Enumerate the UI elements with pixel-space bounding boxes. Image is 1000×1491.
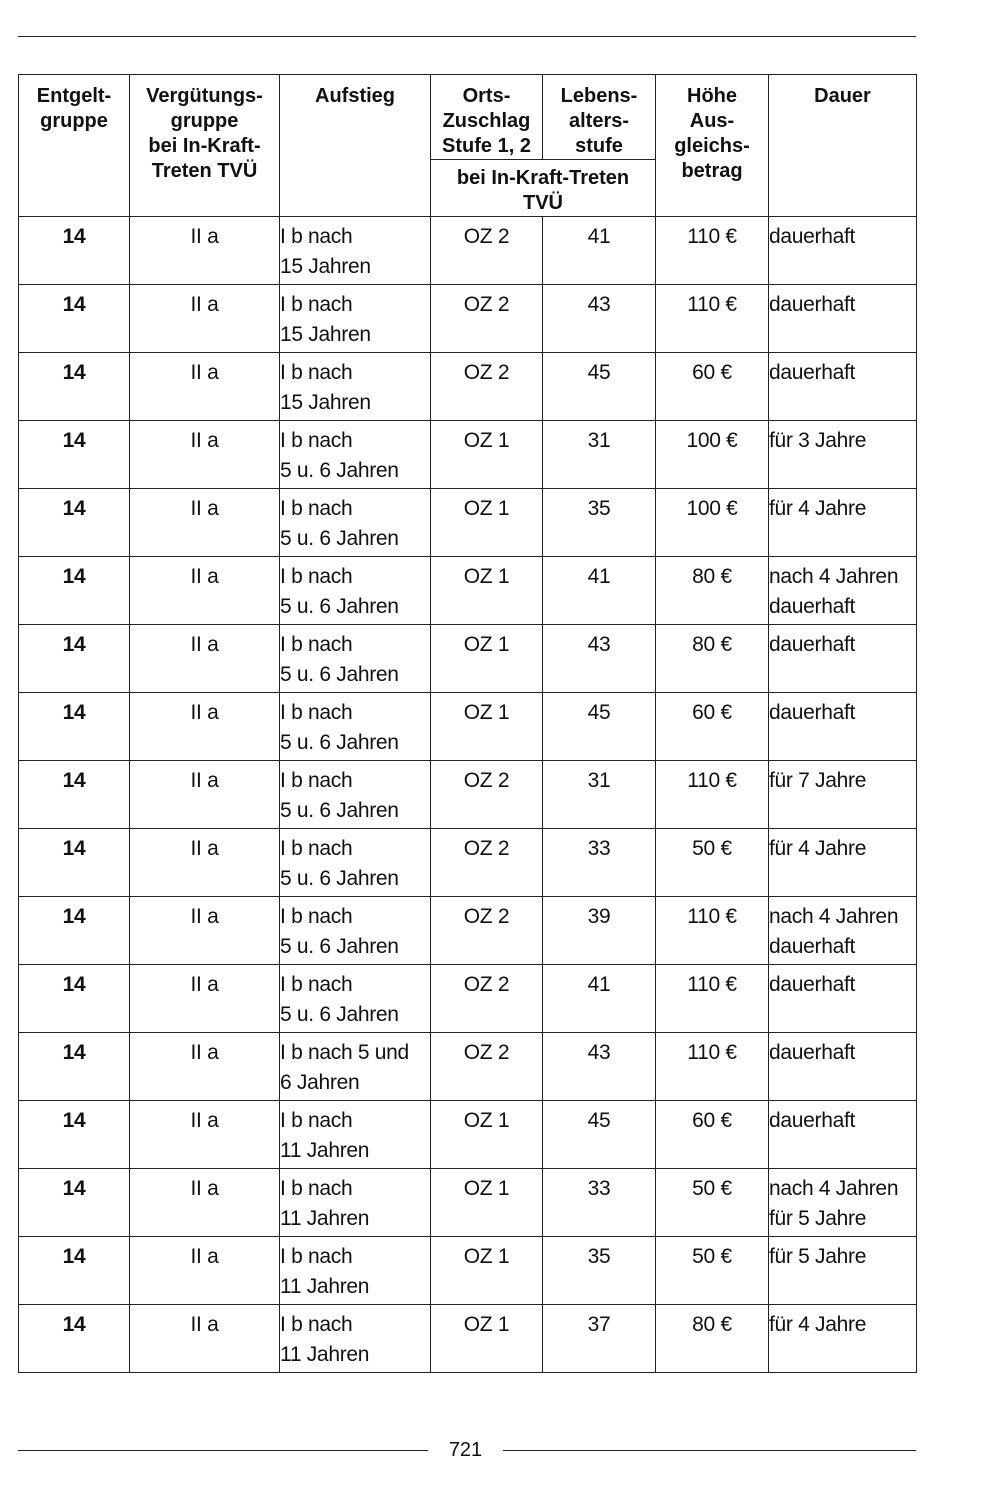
cell-ausgleichsbetrag: 60 € [656,353,769,421]
cell-aufstieg-line: 5 u. 6 Jahren [280,595,399,618]
cell-aufstieg-line: 15 Jahren [280,391,371,414]
table-row [19,1305,917,1373]
cell-entgeltgruppe: 14 [19,217,130,285]
table-row [19,1237,917,1305]
cell-dauer [769,217,917,285]
cell-lebensaltersstufe: 41 [543,557,656,625]
table-row [19,625,917,693]
cell-dauer-line: dauerhaft [769,633,856,656]
cell-ortszuschlag: OZ 1 [431,1101,543,1169]
cell-dauer-line: für 5 Jahre [769,1245,867,1268]
transition-table [18,74,917,1373]
table-row [19,829,917,897]
cell-dauer-line: nach 4 Jahren [769,1177,899,1200]
table-row [19,557,917,625]
header-hoehe-ausgleichsbetrag: Höhe Aus- gleichs- betrag [656,75,769,217]
table-row [19,285,917,353]
cell-aufstieg [280,965,431,1033]
cell-dauer-line: nach 4 Jahren [769,905,899,928]
cell-ausgleichsbetrag: 80 € [656,625,769,693]
cell-dauer [769,761,917,829]
table-row [19,217,917,285]
table-header [19,75,917,217]
cell-ausgleichsbetrag: 110 € [656,897,769,965]
cell-aufstieg-line: 11 Jahren [280,1207,370,1230]
table-row [19,353,917,421]
header-span-bei-in-kraft-treten: bei In-Kraft-Treten TVÜ [431,160,656,217]
cell-aufstieg-line: I b nach 5 und [280,1041,409,1064]
cell-ausgleichsbetrag: 110 € [656,285,769,353]
table-row [19,1033,917,1101]
cell-aufstieg [280,421,431,489]
cell-dauer-line: für 4 Jahre [769,837,867,860]
cell-dauer-line: dauerhaft [769,701,856,724]
cell-dauer [769,1305,917,1373]
header-entgeltgruppe: Entgelt- gruppe [19,75,130,217]
cell-aufstieg [280,1101,431,1169]
cell-aufstieg-line: 15 Jahren [280,255,371,278]
cell-dauer [769,285,917,353]
table-row [19,1169,917,1237]
cell-entgeltgruppe: 14 [19,1169,130,1237]
cell-dauer-line: für 4 Jahre [769,1313,867,1336]
cell-aufstieg [280,217,431,285]
cell-ortszuschlag: OZ 1 [431,1237,543,1305]
cell-ortszuschlag: OZ 2 [431,965,543,1033]
cell-dauer [769,829,917,897]
cell-dauer [769,353,917,421]
cell-aufstieg-line: 5 u. 6 Jahren [280,459,399,482]
cell-dauer [769,897,917,965]
cell-lebensaltersstufe: 41 [543,217,656,285]
cell-entgeltgruppe: 14 [19,965,130,1033]
cell-entgeltgruppe: 14 [19,693,130,761]
cell-entgeltgruppe: 14 [19,625,130,693]
top-rule [18,36,916,37]
table-row [19,965,917,1033]
table-row [19,761,917,829]
cell-verguetungsgruppe: II a [130,761,280,829]
cell-verguetungsgruppe: II a [130,693,280,761]
cell-lebensaltersstufe: 45 [543,1101,656,1169]
cell-ausgleichsbetrag: 60 € [656,1101,769,1169]
cell-ortszuschlag: OZ 1 [431,693,543,761]
cell-ausgleichsbetrag: 110 € [656,965,769,1033]
cell-aufstieg-line: 5 u. 6 Jahren [280,663,399,686]
cell-aufstieg [280,897,431,965]
cell-entgeltgruppe: 14 [19,1033,130,1101]
cell-ausgleichsbetrag: 50 € [656,1169,769,1237]
cell-entgeltgruppe: 14 [19,557,130,625]
cell-lebensaltersstufe: 45 [543,353,656,421]
cell-dauer-line: für 4 Jahre [769,497,867,520]
cell-verguetungsgruppe: II a [130,625,280,693]
cell-ausgleichsbetrag: 80 € [656,557,769,625]
cell-aufstieg [280,625,431,693]
cell-aufstieg-line: I b nach [280,633,353,656]
cell-aufstieg-line: I b nach [280,225,353,248]
cell-aufstieg [280,1169,431,1237]
cell-ortszuschlag: OZ 1 [431,625,543,693]
header-verguetungsgruppe: Vergütungs- gruppe bei In-Kraft- Treten TVÜ [130,75,280,217]
cell-aufstieg-line: 11 Jahren [280,1139,370,1162]
cell-entgeltgruppe: 14 [19,353,130,421]
cell-aufstieg [280,1237,431,1305]
cell-aufstieg-line: 5 u. 6 Jahren [280,1003,399,1026]
cell-dauer [769,557,917,625]
cell-aufstieg [280,353,431,421]
page-number: 721 [448,1439,483,1461]
cell-entgeltgruppe: 14 [19,1305,130,1373]
cell-dauer-line: dauerhaft [769,935,856,958]
cell-aufstieg-line: I b nach [280,1245,353,1268]
cell-dauer [769,421,917,489]
cell-lebensaltersstufe: 41 [543,965,656,1033]
cell-aufstieg-line: I b nach [280,1313,353,1336]
footer-rule-left [18,1450,428,1451]
cell-dauer-line: dauerhaft [769,225,856,248]
header-aufstieg: Aufstieg [280,75,431,217]
cell-aufstieg [280,761,431,829]
cell-lebensaltersstufe: 43 [543,285,656,353]
cell-ortszuschlag: OZ 2 [431,1033,543,1101]
cell-aufstieg-line: 11 Jahren [280,1275,370,1298]
cell-aufstieg [280,557,431,625]
cell-ortszuschlag: OZ 2 [431,897,543,965]
cell-dauer [769,1237,917,1305]
cell-ausgleichsbetrag: 50 € [656,1237,769,1305]
cell-dauer-line: dauerhaft [769,1109,856,1132]
cell-aufstieg-line: I b nach [280,701,353,724]
cell-aufstieg-line: I b nach [280,837,353,860]
cell-dauer-line: dauerhaft [769,595,856,618]
cell-entgeltgruppe: 14 [19,285,130,353]
cell-aufstieg-line: I b nach [280,1177,353,1200]
cell-aufstieg [280,489,431,557]
cell-ausgleichsbetrag: 80 € [656,1305,769,1373]
cell-verguetungsgruppe: II a [130,1169,280,1237]
cell-aufstieg-line: 5 u. 6 Jahren [280,731,399,754]
cell-ortszuschlag: OZ 1 [431,421,543,489]
cell-aufstieg-line: 11 Jahren [280,1343,370,1366]
cell-dauer-line: dauerhaft [769,293,856,316]
cell-lebensaltersstufe: 35 [543,1237,656,1305]
cell-entgeltgruppe: 14 [19,829,130,897]
cell-aufstieg [280,1305,431,1373]
cell-verguetungsgruppe: II a [130,829,280,897]
cell-verguetungsgruppe: II a [130,1237,280,1305]
cell-dauer [769,693,917,761]
cell-verguetungsgruppe: II a [130,285,280,353]
cell-ausgleichsbetrag: 50 € [656,829,769,897]
table-row [19,1101,917,1169]
cell-verguetungsgruppe: II a [130,489,280,557]
cell-aufstieg [280,829,431,897]
cell-aufstieg-line: I b nach [280,905,353,928]
cell-dauer [769,1101,917,1169]
cell-dauer-line: für 5 Jahre [769,1207,867,1230]
cell-aufstieg-line: I b nach [280,497,353,520]
cell-lebensaltersstufe: 31 [543,761,656,829]
cell-ausgleichsbetrag: 60 € [656,693,769,761]
cell-ausgleichsbetrag: 110 € [656,217,769,285]
cell-dauer [769,489,917,557]
cell-dauer-line: für 7 Jahre [769,769,867,792]
cell-ausgleichsbetrag: 110 € [656,1033,769,1101]
cell-aufstieg-line: I b nach [280,1109,353,1132]
cell-verguetungsgruppe: II a [130,1033,280,1101]
page-footer [18,1437,916,1463]
cell-aufstieg-line: 15 Jahren [280,323,371,346]
cell-verguetungsgruppe: II a [130,557,280,625]
header-lebensaltersstufe: Lebens- alters- stufe [543,75,656,160]
cell-dauer-line: dauerhaft [769,1041,856,1064]
cell-aufstieg-line: 6 Jahren [280,1071,360,1094]
cell-verguetungsgruppe: II a [130,217,280,285]
table-row [19,489,917,557]
table-row [19,693,917,761]
cell-entgeltgruppe: 14 [19,1101,130,1169]
table-row [19,421,917,489]
cell-aufstieg-line: 5 u. 6 Jahren [280,527,399,550]
cell-aufstieg-line: I b nach [280,769,353,792]
cell-ausgleichsbetrag: 110 € [656,761,769,829]
cell-dauer [769,965,917,1033]
cell-dauer-line: dauerhaft [769,973,856,996]
cell-entgeltgruppe: 14 [19,1237,130,1305]
cell-ortszuschlag: OZ 2 [431,285,543,353]
cell-lebensaltersstufe: 37 [543,1305,656,1373]
cell-ortszuschlag: OZ 2 [431,829,543,897]
cell-aufstieg-line: I b nach [280,973,353,996]
cell-ortszuschlag: OZ 1 [431,1169,543,1237]
cell-dauer-line: nach 4 Jahren [769,565,899,588]
cell-lebensaltersstufe: 35 [543,489,656,557]
cell-ausgleichsbetrag: 100 € [656,489,769,557]
cell-verguetungsgruppe: II a [130,1101,280,1169]
cell-dauer-line: dauerhaft [769,361,856,384]
cell-aufstieg-line: I b nach [280,429,353,452]
cell-aufstieg [280,1033,431,1101]
cell-ortszuschlag: OZ 2 [431,217,543,285]
cell-verguetungsgruppe: II a [130,353,280,421]
cell-aufstieg [280,693,431,761]
cell-lebensaltersstufe: 33 [543,1169,656,1237]
table-row [19,897,917,965]
cell-dauer [769,625,917,693]
header-ortszuschlag: Orts- Zuschlag Stufe 1, 2 [431,75,543,160]
cell-entgeltgruppe: 14 [19,489,130,557]
cell-dauer [769,1169,917,1237]
cell-aufstieg [280,285,431,353]
cell-aufstieg-line: I b nach [280,361,353,384]
cell-lebensaltersstufe: 45 [543,693,656,761]
cell-entgeltgruppe: 14 [19,421,130,489]
cell-dauer-line: für 3 Jahre [769,429,867,452]
cell-verguetungsgruppe: II a [130,1305,280,1373]
cell-lebensaltersstufe: 39 [543,897,656,965]
cell-verguetungsgruppe: II a [130,897,280,965]
cell-ortszuschlag: OZ 1 [431,1305,543,1373]
cell-ausgleichsbetrag: 100 € [656,421,769,489]
cell-dauer [769,1033,917,1101]
cell-aufstieg-line: 5 u. 6 Jahren [280,867,399,890]
cell-lebensaltersstufe: 43 [543,625,656,693]
cell-aufstieg-line: I b nach [280,293,353,316]
cell-lebensaltersstufe: 43 [543,1033,656,1101]
cell-lebensaltersstufe: 31 [543,421,656,489]
cell-entgeltgruppe: 14 [19,761,130,829]
table-body [19,217,917,1373]
cell-aufstieg-line: 5 u. 6 Jahren [280,935,399,958]
cell-ortszuschlag: OZ 1 [431,557,543,625]
cell-ortszuschlag: OZ 1 [431,489,543,557]
cell-entgeltgruppe: 14 [19,897,130,965]
cell-lebensaltersstufe: 33 [543,829,656,897]
cell-verguetungsgruppe: II a [130,421,280,489]
cell-aufstieg-line: 5 u. 6 Jahren [280,799,399,822]
cell-ortszuschlag: OZ 2 [431,353,543,421]
header-dauer: Dauer [769,75,917,217]
footer-rule-right [503,1450,916,1451]
cell-aufstieg-line: I b nach [280,565,353,588]
cell-ortszuschlag: OZ 2 [431,761,543,829]
cell-verguetungsgruppe: II a [130,965,280,1033]
